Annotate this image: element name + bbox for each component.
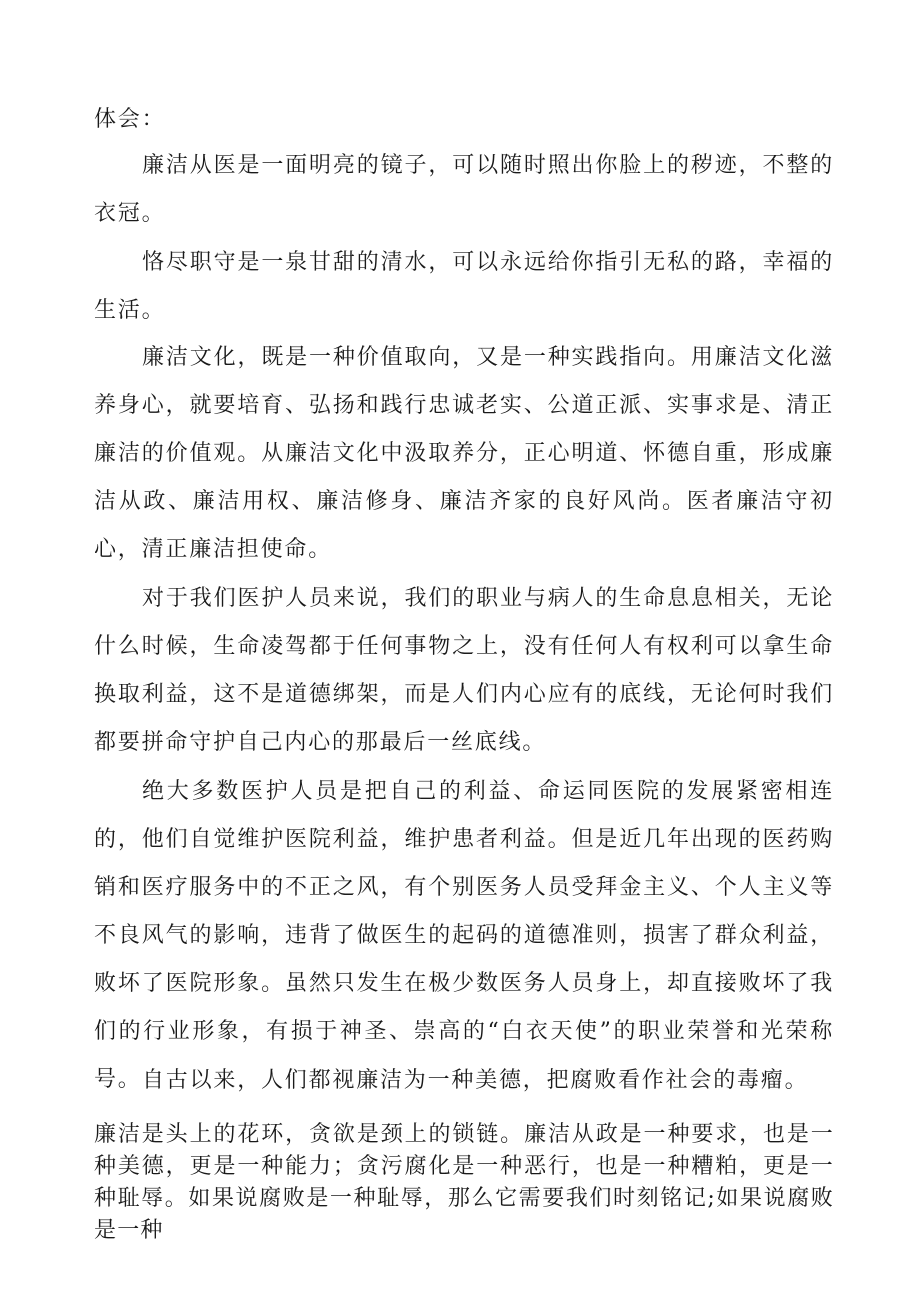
paragraph-unhealthy-trends: 绝大多数医护人员是把自己的利益、命运同医院的发展紧密相连的，他们自觉维护医院利益，维护患者利益。但是近几年出现的医药购销和医疗服务中的不正之风，有个别医务人员受拜金主义、个人主义等不良风气的影响，违背了做医生的起码的道德准则，损害了群众利益，败坏了医院形象。虽然只发生在极少数医务人员身上，却直接败坏了我们的行业形象，有损于神圣、崇高的“白衣天使”的职业荣誉和光荣称号。 [94,779,834,1092]
paragraph-mirror: 廉洁从医是一面明亮的镜子，可以随时照出你脸上的秽迹，不整的衣冠。 [94,153,834,226]
paragraph-virtue: 自古以来，人们都视廉洁为一种美德，把腐败看作社会的毒瘤。 [142,1068,809,1093]
paragraph-integrity-culture: 廉洁文化，既是一种价值取向，又是一种实践指向。用廉洁文化滋养身心，就要培育、弘扬和践行忠诚老实、公道正派、实事求是、清正廉洁的价值观。从廉洁文化中汲取养分，正心明道、怀德自重，形成廉洁从政、廉洁用权、廉洁修身、廉洁齐家的良好风尚。医者廉洁守初心，清正廉洁担使命。 [94,345,834,562]
paragraph-medical-staff: 对于我们医护人员来说，我们的职业与病人的生命息息相关，无论什么时候，生命凌驾都于任何事物之上，没有任何人有权利可以拿生命换取利益，这不是道德绑架，而是人们内心应有的底线，无论何时我们都要拼命守护自己内心的那最后一丝底线。 [94,586,834,755]
paragraph-water: 恪尽职守是一泉甘甜的清水，可以永远给你指引无私的路，幸福的生活。 [94,250,834,323]
heading-line: 体会： [94,107,166,132]
paragraph-corruption: 廉洁是头上的花环，贪欲是颈上的锁链。廉洁从政是一种要求，也是一种美德，更是一种能力；贪污腐化是一种恶行，也是一种糟粕，更是一种耻辱。如果说腐败是一种耻辱，那么它需要我们时刻铭记;如果说腐败是一种 [94,1122,834,1243]
